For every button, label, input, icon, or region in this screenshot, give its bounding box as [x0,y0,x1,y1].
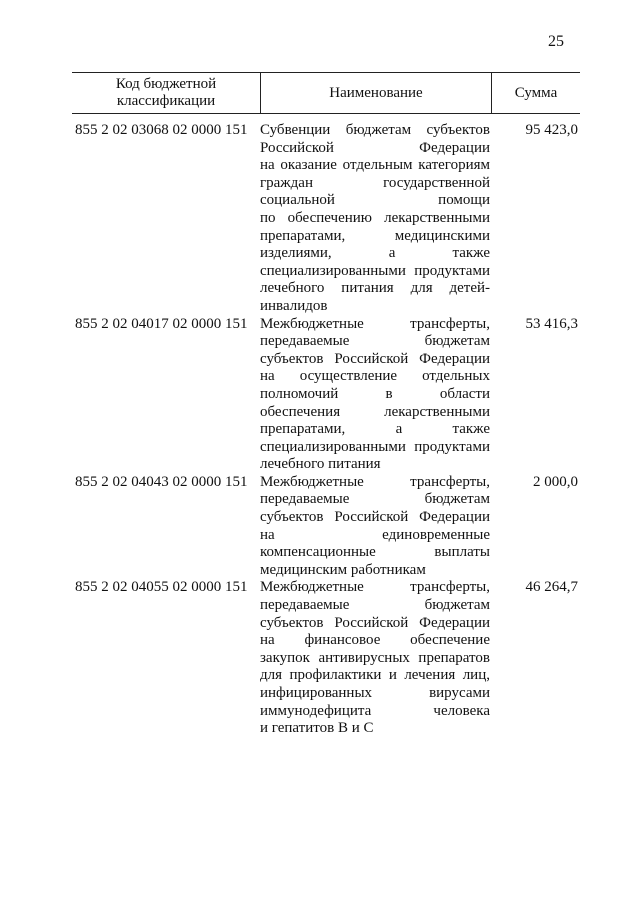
name-line: лечебного питания для детей- [260,280,490,297]
name-line: Межбюджетные трансферты, [260,579,490,596]
amount: 95 423,0 [525,122,578,138]
header-code: Код бюджетной классификации [115,76,217,109]
name-line: обеспечения лекарственными [260,403,490,420]
page-number: 25 [548,33,564,50]
name-line: специализированными продуктами [260,438,490,455]
name-line: граждан государственной [260,174,490,191]
amount: 46 264,7 [525,579,578,596]
table-row [72,316,580,474]
name-line: специализированными продуктами [260,262,490,279]
budget-table [72,72,580,738]
name-line: субъектов Российской Федерации [260,614,490,631]
table-row [72,122,580,316]
header-sum: Сумма [514,84,558,101]
item-name [260,122,492,316]
name-line: передаваемые бюджетам [260,597,490,614]
name-line: передаваемые бюджетам [260,491,490,508]
name-line: полномочий в области [260,385,490,402]
name-line: иммунодефицита человека [260,702,490,719]
table-row [72,579,580,737]
name-line: на осуществление отдельных [260,368,490,385]
header-name: Наименование [260,73,492,113]
name-line: Межбюджетные трансферты, [260,315,490,332]
budget-code: 855 2 02 04043 02 0000 151 [75,473,248,490]
name-line: на финансовое обеспечение [260,632,490,649]
name-line: закупок антивирусных препаратов [260,649,490,666]
name-line: на оказание отдельным категориям [260,157,490,174]
budget-code: 855 2 02 04017 02 0000 151 [75,315,248,332]
name-line: на единовременные [260,526,490,543]
table-row [72,474,580,580]
name-line: для профилактики и лечения лиц, [260,667,490,684]
amount: 53 416,3 [525,315,578,332]
budget-code: 855 2 02 04055 02 0000 151 [75,579,248,596]
name-line: изделиями, а также [260,245,490,262]
item-name [260,579,492,737]
budget-code: 855 2 02 03068 02 0000 151 [75,122,248,138]
name-line: Межбюджетные трансферты, [260,473,490,490]
name-line: Субвенции бюджетам субъектов [260,122,490,138]
name-line: и гепатитов В и С [260,720,374,737]
table-header [72,72,580,114]
item-name [260,474,492,580]
name-line: передаваемые бюджетам [260,333,490,350]
name-line: инвалидов [260,297,328,314]
item-name [260,316,492,474]
name-line: субъектов Российской Федерации [260,350,490,367]
table-body [72,114,580,738]
name-line: субъектов Российской Федерации [260,509,490,526]
name-line: социальной помощи [260,192,490,209]
name-line: по обеспечению лекарственными [260,209,490,226]
name-line: инфицированных вирусами [260,685,490,701]
name-line: Российской Федерации [260,139,490,156]
amount: 2 000,0 [533,473,578,490]
name-line: препаратами, медицинскими [260,227,490,244]
name-line: компенсационные выплаты [260,544,490,561]
name-line: лечебного питания [260,456,381,473]
name-line: препаратами, а также [260,421,490,438]
name-line: медицинским работникам [260,561,426,578]
